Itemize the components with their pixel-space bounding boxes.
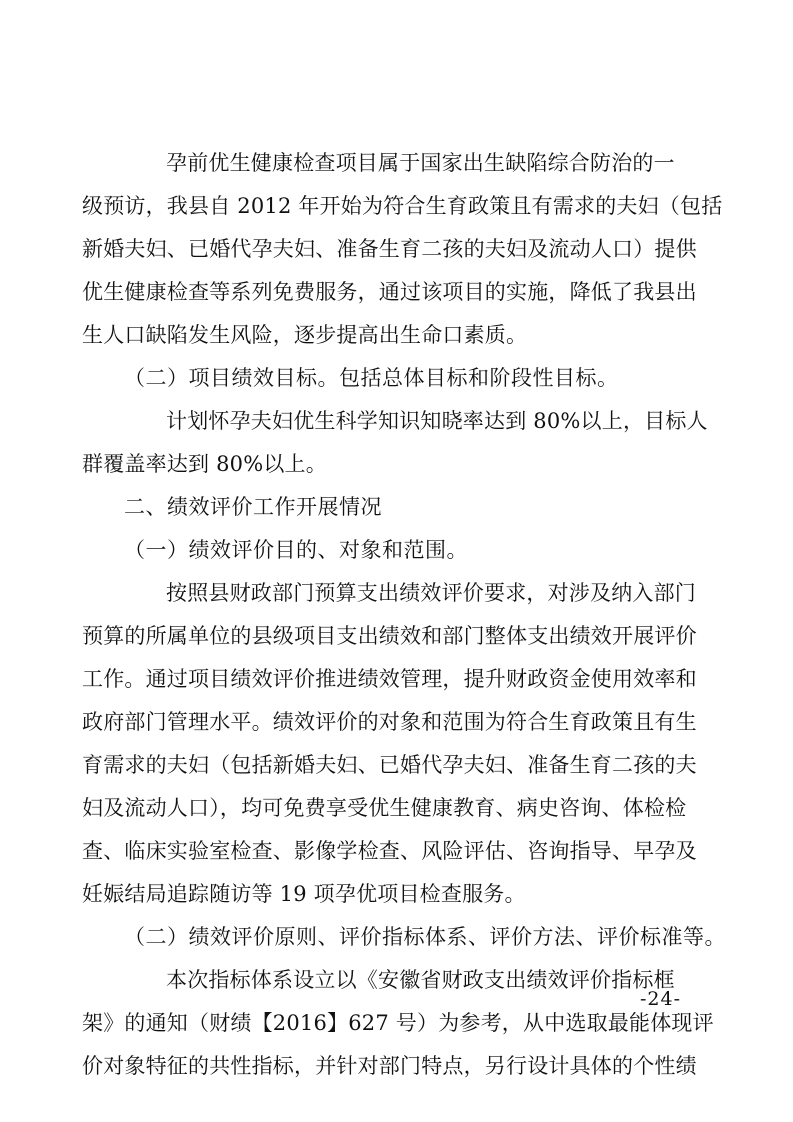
paragraph-line: 本次指标体系设立以《安徽省财政支出绩效评价指标框 [166, 968, 675, 992]
paragraph-line: 计划怀孕夫妇优生科学知识知晓率达到 80%以上，目标人 [166, 409, 708, 433]
paragraph-line: 群覆盖率达到 80%以上。 [82, 452, 327, 476]
paragraph-line: 新婚夫妇、已婚代孕夫妇、准备生育二孩的夫妇及流动人口）提供 [82, 237, 697, 261]
section-heading-eval-purpose: （一）绩效评价目的、对象和范围。 [124, 538, 468, 562]
paragraph-line: 预算的所属单位的县级项目支出绩效和部门整体支出绩效开展评价 [82, 624, 697, 648]
paragraph-line: 按照县财政部门预算支出绩效评价要求，对涉及纳入部门 [166, 581, 696, 605]
paragraph-line: 育需求的夫妇（包括新婚夫妇、已婚代孕夫妇、准备生育二孩的夫 [82, 753, 697, 777]
paragraph-line: 查、临床实验室检查、影像学检查、风险评估、咨询指导、早孕及 [82, 839, 697, 863]
paragraph-line: 级预访，我县自 2012 年开始为符合生育政策且有需求的夫妇（包括 [82, 194, 723, 218]
paragraph-line: 孕前优生健康检查项目属于国家出生缺陷综合防治的一 [166, 151, 675, 175]
paragraph-line: 妊娠结局追踪随访等 19 项孕优项目检查服务。 [82, 882, 526, 906]
page-number: -24- [640, 988, 682, 1010]
paragraph-line: 价对象特征的共性指标，并针对部门特点，另行设计具体的个性绩 [82, 1054, 697, 1078]
paragraph-line: 政府部门管理水平。绩效评价的对象和范围为符合生育政策且有生 [82, 710, 697, 734]
paragraph-line: 优生健康检查等系列免费服务，通过该项目的实施，降低了我县出 [82, 280, 697, 304]
section-heading-performance-goal: （二）项目绩效目标。包括总体目标和阶段性目标。 [124, 366, 619, 390]
paragraph-line: 生人口缺陷发生风险，逐步提高出生命口素质。 [82, 323, 528, 347]
paragraph-line: 架》的通知（财绩【2016】627 号）为参考，从中选取最能体现评 [82, 1011, 714, 1035]
section-heading-eval-principles: （二）绩效评价原则、评价指标体系、评价方法、评价标准等。 [124, 925, 726, 949]
paragraph-line: 妇及流动人口），均可免费享受优生健康教育、病史咨询、体检检 [82, 796, 687, 820]
paragraph-line: 工作。通过项目绩效评价推进绩效管理，提升财政资金使用效率和 [82, 667, 697, 691]
section-heading-2: 二、绩效评价工作开展情况 [124, 495, 382, 519]
